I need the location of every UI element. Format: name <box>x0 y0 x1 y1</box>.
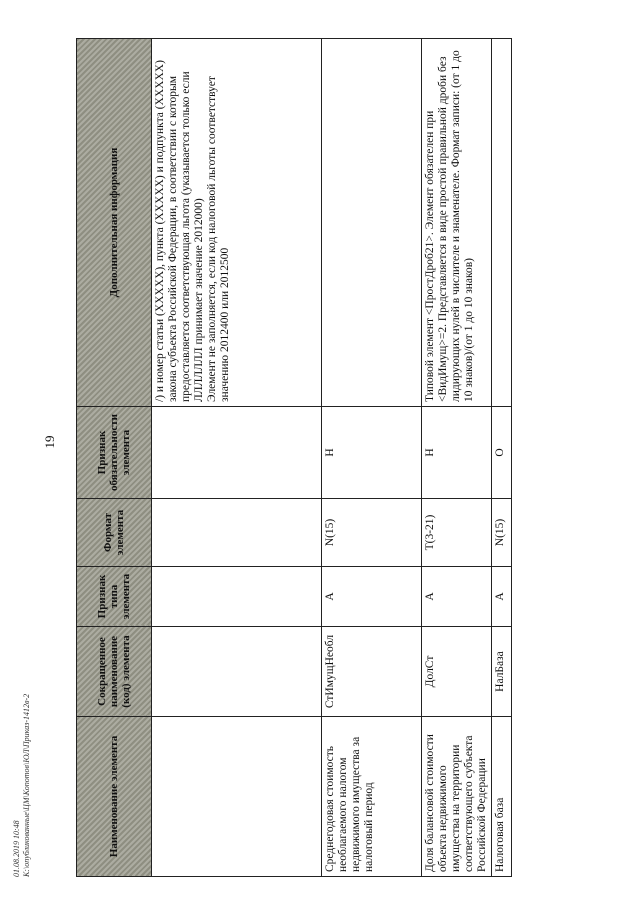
cell-code: СтИмущНеобл <box>322 627 422 717</box>
cell-type: А <box>322 567 422 627</box>
cell-format <box>152 499 322 567</box>
elements-table <box>76 38 512 877</box>
table-header-row <box>77 39 152 877</box>
table-row <box>322 39 422 877</box>
header-format: Формат элемента <box>77 499 152 567</box>
page-number: 19 <box>42 435 57 449</box>
table-row <box>152 39 322 877</box>
header-name: Наименование элемента <box>77 717 152 877</box>
info-paragraph: Элемент не заполняется, если код налоговой льготы соответствует значению 2012400 или 2012500 <box>206 76 231 402</box>
cell-code: НалБаза <box>492 627 512 717</box>
cell-required: О <box>492 407 512 499</box>
cell-required <box>152 407 322 499</box>
cell-info <box>322 39 422 407</box>
header-required: Признак обязательности элемента <box>77 407 152 499</box>
cell-code <box>152 627 322 717</box>
cell-info <box>492 39 512 407</box>
footer-file-path: К:\опубликованные\ЦМ\Копотов\ЮЛ\Приказ-1412в-2 <box>22 693 31 877</box>
cell-name: Доля балансовой стоимости объекта недвижимого имущества на территории соответствующего субъекта Российской Федерации <box>422 717 492 877</box>
cell-info: Типовой элемент <ПростДроб21>. Элемент обязателен при <ВидИмущ>=2. Представляется в виде простой правильной дроби без лидирующих нулей в числителе и знаменателе. Формат записи: (от 1 до 10 знаков)/(от 1 до 10 знаков) <box>422 39 492 407</box>
cell-name: Налоговая база <box>492 717 512 877</box>
header-type: Признак типа элемента <box>77 567 152 627</box>
cell-type: А <box>422 567 492 627</box>
header-info: Дополнительная информация <box>77 39 152 407</box>
cell-format: T(3-21) <box>422 499 492 567</box>
cell-type: А <box>492 567 512 627</box>
cell-required: Н <box>422 407 492 499</box>
table-row <box>492 39 512 877</box>
cell-type <box>152 567 322 627</box>
footer-timestamp: 01.08.2019 10:48 <box>12 820 21 877</box>
table-row <box>422 39 492 877</box>
cell-info <box>152 39 322 407</box>
header-code: Сокращенное наименование (код) элемента <box>77 627 152 717</box>
cell-format: N(15) <box>492 499 512 567</box>
cell-required: Н <box>322 407 422 499</box>
document-footer <box>12 665 32 905</box>
rotated-table-frame <box>76 39 506 877</box>
cell-name: Среднегодовая стоимость необлагаемого налогом недвижимого имущества за налоговый период <box>322 717 422 877</box>
cell-format: N(15) <box>322 499 422 567</box>
info-paragraph: /) и номер статьи (XXXXX), пункта (XXXXX) и подпункта (XXXXX) закона субъекта Российской Федерации, в соответствии с которым предоставляется соответствующая льгота (указывается только если ЛЛЛЛЛЛЛ принимает значение 2012000) <box>154 60 205 402</box>
cell-name <box>152 717 322 877</box>
cell-code: ДолСт <box>422 627 492 717</box>
